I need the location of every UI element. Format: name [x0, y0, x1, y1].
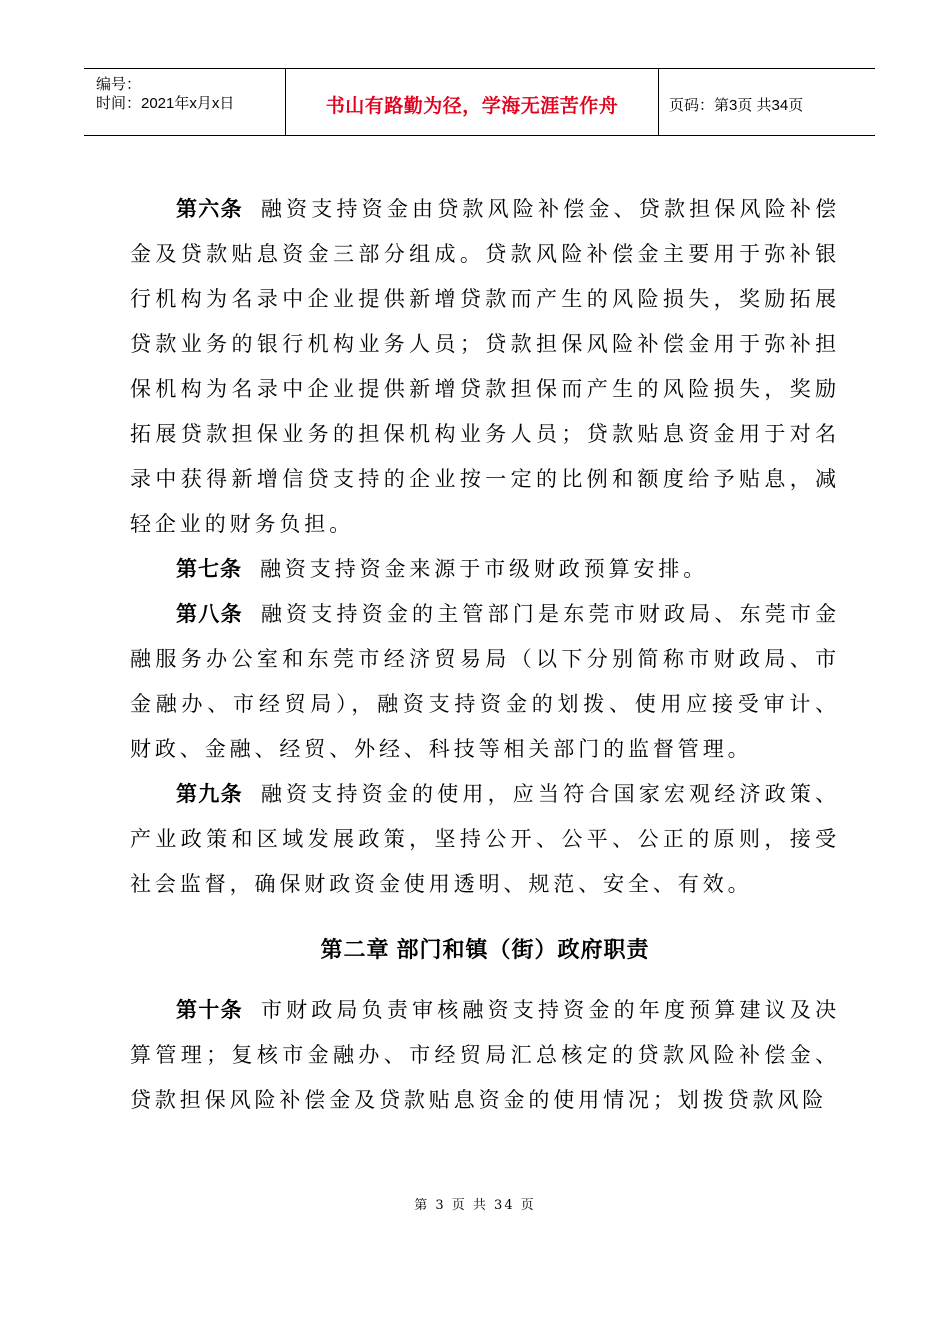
- motto-text: 书山有路勤为径，学海无涯苦作舟: [325, 95, 619, 117]
- page-info: 页码：第3页 共34页: [669, 96, 804, 114]
- article-title: 第八条: [176, 603, 243, 626]
- time-label: 时间：2021年x月x日: [96, 95, 235, 112]
- header-page-cell: [659, 69, 875, 135]
- article-title: 第七条: [176, 558, 242, 581]
- article-9: [130, 772, 840, 907]
- article-text: 融资支持资金来源于市级财政预算安排。: [260, 557, 709, 581]
- article-8: [130, 592, 840, 772]
- header-meta: [84, 69, 286, 135]
- article-title: 第十条: [176, 999, 243, 1022]
- article-text: 融资支持资金的使用，应当符合国家宏观经济政策、产业政策和区域发展政策，坚持公开、公平、公正的原则，接受社会监督，确保财政资金使用透明、规范、安全、有效。: [130, 782, 841, 896]
- article-text: 融资支持资金的主管部门是东莞市财政局、东莞市金融服务办公室和东莞市经济贸易局（以下分别简称市财政局、市金融办、市经贸局），融资支持资金的划拨、使用应接受审计、财政、金融、经贸、外经、科技等相关部门的监督管理。: [130, 602, 841, 761]
- article-title: 第九条: [176, 783, 243, 806]
- article-text: 市财政局负责审核融资支持资金的年度预算建议及决算管理；复核市金融办、市经贸局汇总核定的贷款风险补偿金、贷款担保风险补偿金及贷款贴息资金的使用情况；划拨贷款风险: [130, 998, 841, 1112]
- header-motto-cell: [286, 69, 659, 135]
- document-header: [84, 68, 875, 136]
- article-6: [130, 187, 840, 547]
- document-body: [130, 187, 840, 1123]
- page-footer: 第 3 页 共 34 页: [414, 1198, 536, 1213]
- article-7: [130, 547, 840, 592]
- chapter-heading: 第二章 部门和镇（街）政府职责: [320, 937, 650, 962]
- article-text: 融资支持资金由贷款风险补偿金、贷款担保风险补偿金及贷款贴息资金三部分组成。贷款风险补偿金主要用于弥补银行机构为名录中企业提供新增贷款而产生的风险损失，奖励拓展贷款业务的银行机构业务人员；贷款担保风险补偿金用于弥补担保机构为名录中企业提供新增贷款担保而产生的风险损失，奖励拓展贷款担保业务的担保机构业务人员；贷款贴息资金用于对名录中获得新增信贷支持的企业按一定的比例和额度给予贴息，减轻企业的财务负担。: [130, 197, 841, 536]
- code-label: 编号：: [96, 76, 142, 93]
- article-10: [130, 988, 840, 1123]
- article-title: 第六条: [176, 198, 243, 221]
